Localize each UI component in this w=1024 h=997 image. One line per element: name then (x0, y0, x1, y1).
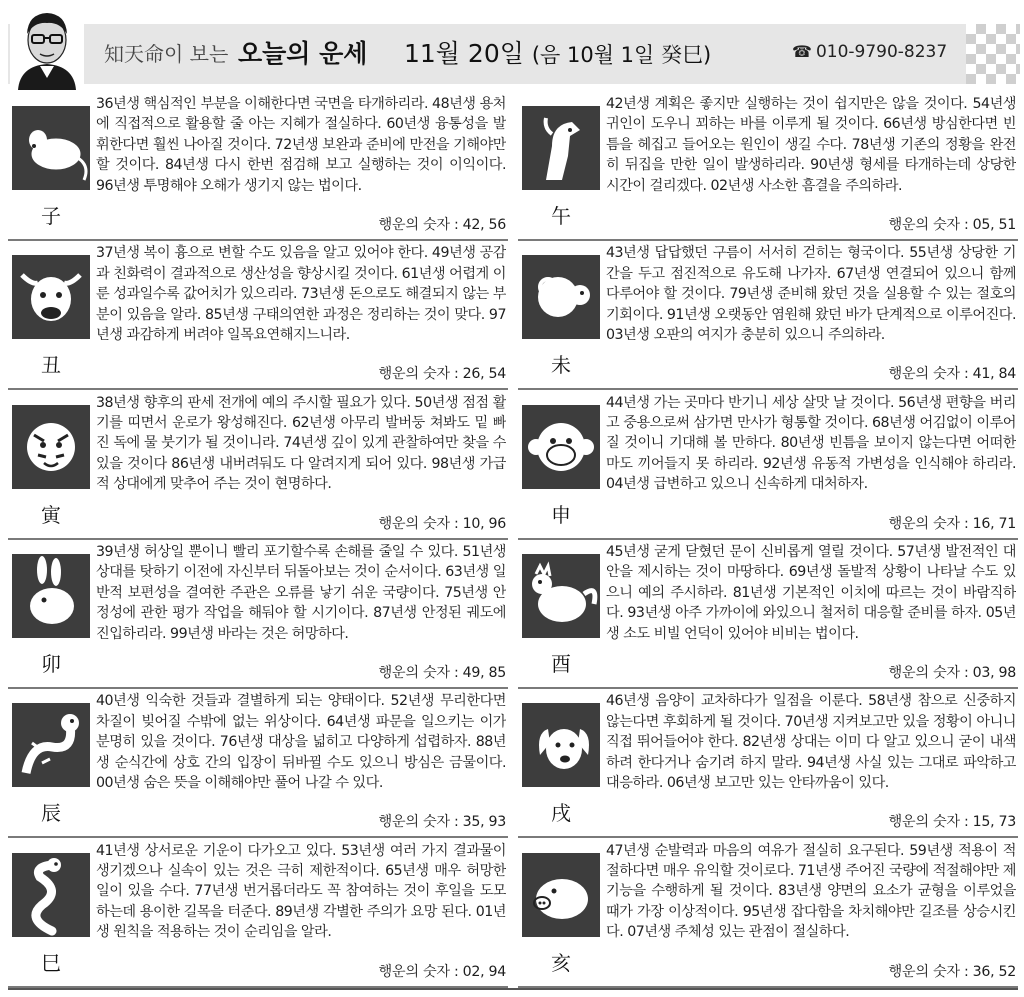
horse-icon (522, 106, 600, 190)
zodiac-hanja: 午 (551, 204, 571, 228)
rat-icon (12, 106, 90, 190)
fortune-text: 40년생 익숙한 것들과 결별하게 되는 양태이다. 52년생 무리한다면 차질이 빚어질 수밖에 없는 위상이다. 64년생 파문을 일으키는 이가 분명히 있을 것이다. 76년생 대상을 넓히고 다양하게 섭렵하자. 88년생 순식간에 상호 간의 입장이 뒤바뀔 수도 있으니 방심은 금물이다. 00년생 숨은 뜻을 이해해야만 풀어 나갈 수 있다. (96, 693, 506, 791)
lucky-numbers: 행운의 숫자 : 41, 84 (883, 363, 1016, 383)
lucky-numbers: 행운의 숫자 : 35, 93 (373, 811, 506, 831)
contact-phone (792, 42, 947, 62)
zodiac-hanja: 寅 (41, 502, 61, 527)
fortune-cell (518, 391, 1018, 540)
fortune-text: 43년생 답답했던 구름이 서서히 걷히는 형국이다. 55년생 상당한 기간을 두고 점진적으로 유도해 나가자. 67년생 연결되어 있으니 함께 다루어야 할 것이다. 79년생 준비해 왔던 것을 실용할 수 있는 절호의 기회이다. 91년생 오랫동안 염원해 왔던 바가 단계적으로 이루어진다. 03년생 오판의 여지가 충분히 있으니 주의하라. (606, 245, 1016, 343)
lucky-numbers: 행운의 숫자 : 15, 73 (883, 811, 1016, 831)
zodiac-hanja: 巳 (41, 950, 61, 975)
fortune-text: 44년생 가는 곳마다 반기니 세상 살맛 날 것이다. 56년생 편향을 버리고 중용으로써 삼가면 만사가 형통할 것이다. 68년생 어김없이 이루어질 것이니 기대해 볼 만하다. 80년생 빈틈을 보이지 않는다면 어떠한 마도 끼어들지 못 하리라. 92년생 유동적 가변성을 인식해야 하리라. 04년생 급변하고 있으니 신속하게 대처하자. (606, 394, 1016, 493)
zodiac-hanja: 申 (551, 502, 571, 527)
header (0, 0, 1024, 92)
rooster-icon (522, 554, 600, 638)
fortune-text: 42년생 계획은 좋지만 실행하는 것이 쉽지만은 않을 것이다. 54년생 귀인이 도우니 꾀하는 바를 이루게 될 것이다. 66년생 방심한다면 빈틈을 헤집고 들어오는 원인이 생길 수다. 78년생 기존의 정황을 완전히 뒤집을 만한 일이 발생하리라. 90년생 형세를 타개하는데 상당한 시간이 걸리겠다. 02년생 사소한 흠결을 주의하라. (606, 96, 1016, 194)
fortune-cell (8, 391, 508, 540)
lucky-numbers: 행운의 숫자 : 26, 54 (373, 363, 506, 383)
zodiac-hanja: 子 (41, 204, 61, 228)
fortune-cell (8, 241, 508, 390)
pig-icon (522, 853, 600, 937)
fortune-cell (518, 689, 1018, 838)
fortune-cell (8, 540, 508, 689)
dog-icon (522, 703, 600, 787)
zodiac-hanja: 未 (551, 353, 571, 378)
columnist-portrait (10, 4, 84, 90)
fortune-text: 45년생 굳게 닫혔던 문이 신비롭게 열릴 것이다. 57년생 발전적인 대안을 제시하는 것이 마땅하다. 69년생 돌발적 상황이 나타날 수도 있으니 예의 주시하라. 81년생 기본적인 이치에 따르는 것이 바람직하다. 93년생 아주 가까이에 와있으니 철저히 대응할 준비를 하자. 05년생 소도 비빌 언덕이 있어야 비비는 법이다. (606, 543, 1016, 642)
fortune-column-right (518, 92, 1018, 988)
zodiac-hanja: 戌 (551, 801, 571, 826)
fortune-text: 46년생 음양이 교차하다가 일점을 이룬다. 58년생 참으로 신중하지 않는다면 후회하게 될 것이다. 70년생 지켜보고만 있을 정황이 아니니 직접 뛰어들어야 한다. 82년생 상대는 이미 다 알고 있으니 굳이 내색하려 한다거나 숨기려 하지 말라. 94년생 사실 있는 그대로 파악하고 대응하라. 06년생 보고만 있는 안타까움이 있다. (606, 693, 1016, 791)
telephone-icon: ☎ (792, 42, 812, 61)
fortune-cell (8, 92, 508, 241)
snake-icon (12, 853, 90, 937)
lucky-numbers: 행운의 숫자 : 49, 85 (373, 662, 506, 682)
date-lunar: (음 10월 1일 癸巳) (531, 43, 712, 67)
column-brand: 知天命이 보는 (104, 42, 229, 66)
bottom-rule (8, 988, 1018, 990)
zodiac-hanja: 卯 (41, 651, 61, 676)
lucky-numbers: 행운의 숫자 : 36, 52 (883, 961, 1016, 981)
lucky-numbers: 행운의 숫자 : 16, 71 (883, 513, 1016, 533)
tiger-icon (12, 405, 90, 489)
fortune-text: 37년생 복이 흉으로 변할 수도 있음을 알고 있어야 한다. 49년생 공감과 친화력이 결과적으로 생산성을 향상시킬 것이다. 61년생 어렵게 이룬 성과일수록 값어치가 있으리라. 73년생 돈으로도 해결되지 않는 부분이 있음을 알라. 85년생 구태의연한 과정은 정리하는 것이 맞다. 97년생 과감하게 버려야 일목요연해지느니라. (96, 245, 506, 343)
fortune-text: 36년생 핵심적인 부분을 이해한다면 국면을 타개하리라. 48년생 용처에 직접적으로 활용할 줄 아는 지혜가 절실하다. 60년생 융통성을 발휘한다면 훨씬 나아질 것이다. 72년생 보완과 준비에 만전을 기해야만 할 것이다. 84년생 다시 한번 점검해 보고 실행하는 것이 이익이다. 96년생 투명해야 오해가 생기지 않는 법이다. (96, 96, 506, 194)
zodiac-hanja: 辰 (41, 801, 61, 826)
fortune-cell (518, 839, 1018, 988)
fortune-cell (518, 92, 1018, 241)
sheep-icon (522, 255, 600, 339)
fortune-cell (518, 540, 1018, 689)
fortune-text: 39년생 허상일 뿐이니 빨리 포기할수록 손해를 줄일 수 있다. 51년생 상대를 탓하기 이전에 자신부터 뒤돌아보는 것이 순서이다. 63년생 일반적 보편성을 결여한 주관은 오류를 낳기 쉬운 국량이다. 75년생 안정성에 관한 평가 작업을 해둬야 할 시기이다. 87년생 안정된 궤도에 진입하리라. 99년생 바라는 것은 허망하다. (96, 543, 506, 642)
ox-icon (12, 255, 90, 339)
date-solar: 11월 20일 (404, 39, 524, 68)
dragon-icon (12, 703, 90, 787)
fortune-text: 47년생 순발력과 마음의 여유가 절실히 요구된다. 59년생 적용이 적절하다면 매우 유익할 것이로다. 71년생 주어진 국량에 적절해야만 제 기능을 수행하게 될 것이다. 83년생 양면의 요소가 균형을 이루었을 때가 가장 이상적이다. 95년생 잡다함을 차치해야만 길조를 상승시킨다. 07년생 주체성 있는 관점이 절실하다. (606, 842, 1016, 941)
zodiac-hanja: 亥 (551, 950, 571, 975)
rabbit-icon (12, 554, 90, 638)
fortune-text: 41년생 상서로운 기운이 다가오고 있다. 53년생 여러 가지 결과물이 생기겠으나 실속이 있는 것은 극히 제한적이다. 65년생 매우 허망한 일이 있을 수다. 77년생 번거롭더라도 꼭 참여하는 것이 후일을 도모하는데 용이한 길목을 터준다. 89년생 각별한 주의가 요망 된다. 01년생 원칙을 적용하는 것이 순리임을 알라. (96, 842, 506, 941)
fortune-cell (518, 241, 1018, 390)
date-line (404, 34, 711, 70)
fortune-cell (8, 689, 508, 838)
lucky-numbers: 행운의 숫자 : 42, 56 (373, 214, 506, 234)
phone-number: 010-9790-8237 (815, 42, 948, 62)
lucky-numbers: 행운의 숫자 : 05, 51 (883, 214, 1016, 234)
lucky-numbers: 행운의 숫자 : 03, 98 (883, 662, 1016, 682)
monkey-icon (522, 405, 600, 489)
fortune-column-left (8, 92, 508, 988)
fortune-text: 38년생 향후의 판세 전개에 예의 주시할 필요가 있다. 50년생 점점 활기를 띠면서 운로가 왕성해진다. 62년생 아무리 발버둥 쳐봐도 밑 빠진 독에 물 붓기가 될 것이니라. 74년생 깊이 있게 관찰하여만 찾을 수 있을 것이다 86년생 내버려둬도 다 알려지게 되어 있다. 98년생 가급적 상대에게 맞추어 주는 것이 현명하다. (96, 394, 506, 493)
zodiac-hanja: 酉 (551, 651, 571, 676)
lucky-numbers: 행운의 숫자 : 02, 94 (373, 961, 506, 981)
fortune-grid (8, 92, 1018, 988)
column-title: 오늘의 운세 (238, 39, 368, 68)
fortune-cell (8, 839, 508, 988)
zodiac-hanja: 丑 (41, 353, 61, 378)
checker-decoration (966, 24, 1020, 84)
lucky-numbers: 행운의 숫자 : 10, 96 (373, 513, 506, 533)
